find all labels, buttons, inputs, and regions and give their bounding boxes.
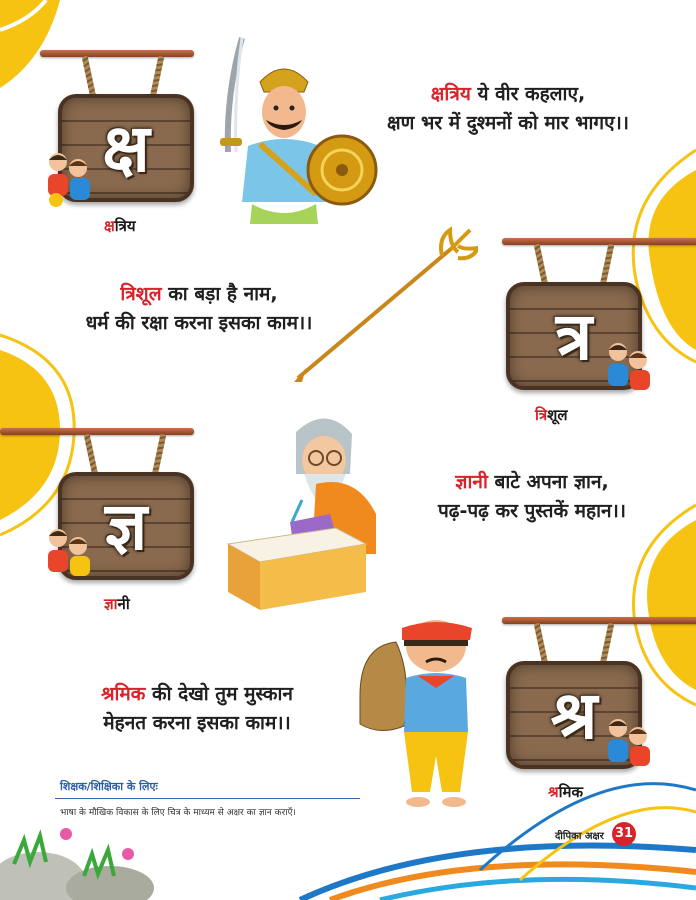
book-title: दीपिका अक्षर bbox=[555, 831, 604, 842]
letter-tra: त्र bbox=[555, 298, 593, 376]
sage-illustration bbox=[226, 404, 386, 614]
poem-tra: त्रिशूल का बड़ा है नाम, धर्म की रक्षा करना इसका काम।। bbox=[85, 283, 313, 334]
teacher-note-divider bbox=[55, 798, 360, 799]
children-illustration bbox=[600, 714, 654, 774]
letter-gya: ज्ञ bbox=[104, 488, 148, 566]
word-label: ज्ञानी bbox=[104, 595, 130, 613]
letter-ksha: क्ष bbox=[102, 110, 150, 188]
warrior-illustration bbox=[208, 34, 378, 226]
poem-shra: श्रमिक की देखो तुम मुस्कान मेहनत करना इसका काम।। bbox=[101, 683, 293, 734]
hanging-rod bbox=[502, 617, 696, 624]
word-label: क्षत्रिय bbox=[104, 217, 136, 235]
hanging-rod bbox=[502, 238, 696, 245]
poem-ksha: क्षत्रिय ये वीर कहलाए, क्षण भर में दुश्मनों को मार भागए।। bbox=[387, 83, 629, 134]
children-illustration bbox=[600, 338, 654, 398]
poem-gya: ज्ञानी बाटे अपना ज्ञान, पढ़-पढ़ कर पुस्तकें महान।। bbox=[438, 471, 626, 522]
word-label: श्रमिक bbox=[548, 783, 584, 801]
rocks-illustration bbox=[0, 820, 160, 900]
hanging-rod bbox=[40, 50, 194, 57]
laborer-illustration bbox=[356, 606, 486, 818]
page-number: 31 bbox=[612, 822, 636, 846]
children-illustration bbox=[42, 148, 96, 208]
teacher-note-text: भाषा के मौखिक विकास के लिए चित्र के माध्यम से अक्षर का ज्ञान कराएँ। bbox=[60, 808, 296, 818]
children-illustration bbox=[42, 524, 96, 584]
letter-shra: श्र bbox=[550, 677, 598, 755]
word-label: त्रिशूल bbox=[535, 406, 568, 424]
teacher-note-title: शिक्षक/शिक्षिका के लिएः bbox=[60, 780, 158, 793]
